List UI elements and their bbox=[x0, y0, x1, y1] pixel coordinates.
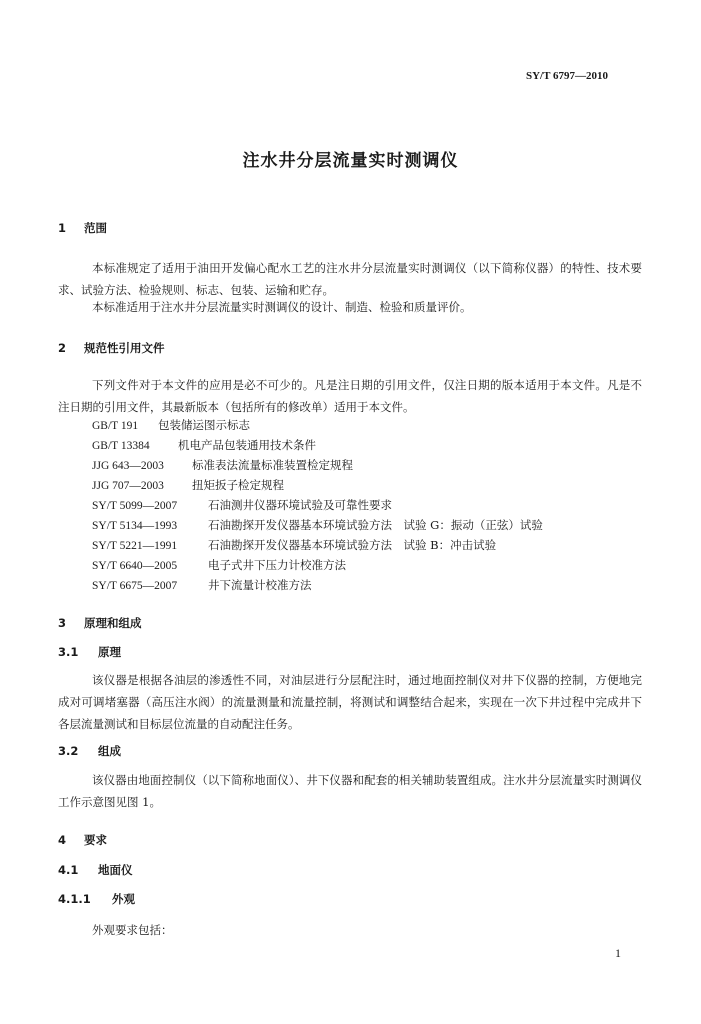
section-3-1-heading bbox=[58, 644, 121, 660]
reference-item bbox=[92, 557, 346, 573]
section-4-1-heading bbox=[58, 862, 133, 878]
section-title: 原理和组成 bbox=[84, 616, 142, 630]
reference-title: 石油测井仪器环境试验及可靠性要求 bbox=[208, 498, 392, 512]
section-title: 要求 bbox=[84, 833, 107, 847]
section-3-2-paragraph: 该仪器由地面控制仪（以下简称地面仪）、井下仪器和配套的相关辅助装置组成。注水井分层流量实时测调仪工作示意图见图 1。 bbox=[58, 773, 642, 809]
standard-code: SY/T 6797—2010 bbox=[526, 70, 609, 82]
section-3-1-paragraph: 该仪器是根据各油层的渗透性不同，对油层进行分层配注时，通过地面控制仪对井下仪器的控制，方便地完成对可调堵塞器（高压注水阀）的流量测量和流量控制，将测试和调整结合起来，实现在一次下井过程中完成井下各层流量测试和目标层位流量的自动配注任务。 bbox=[58, 673, 642, 731]
reference-title: 包装储运图示标志 bbox=[158, 418, 250, 432]
section-title: 外观 bbox=[112, 892, 135, 906]
reference-title: 标准表法流量标准装置检定规程 bbox=[192, 458, 353, 472]
section-1-paragraph-1: 本标准规定了适用于油田开发偏心配水工艺的注水井分层流量实时测调仪（以下简称仪器）的特性、技术要求、试验方法、检验规则、标志、包装、运输和贮存。 bbox=[58, 261, 642, 297]
reference-title: 石油勘探开发仪器基本环境试验方法 试验 B：冲击试验 bbox=[208, 538, 497, 552]
section-3-heading bbox=[58, 615, 142, 631]
section-4-1-1-heading bbox=[58, 891, 135, 907]
reference-code: SY/T 5099—2007 bbox=[92, 500, 178, 512]
reference-item bbox=[92, 417, 250, 433]
section-3-2-heading bbox=[58, 743, 121, 759]
page-number: 1 bbox=[615, 946, 621, 960]
reference-item bbox=[92, 437, 316, 453]
section-2-heading bbox=[58, 340, 165, 356]
reference-code: SY/T 6675—2007 bbox=[92, 580, 178, 592]
reference-title: 扭矩扳子检定规程 bbox=[192, 478, 284, 492]
reference-code: JJG 707—2003 bbox=[92, 480, 164, 492]
reference-title: 机电产品包装通用技术条件 bbox=[178, 438, 316, 452]
reference-item bbox=[92, 577, 312, 593]
reference-item bbox=[92, 537, 496, 553]
reference-item bbox=[92, 517, 543, 533]
section-number: 3.2 bbox=[58, 744, 79, 758]
reference-title: 石油勘探开发仪器基本环境试验方法 试验 G：振动（正弦）试验 bbox=[208, 518, 543, 532]
section-1-paragraph-2: 本标准适用于注水井分层流量实时测调仪的设计、制造、检验和质量评价。 bbox=[92, 300, 472, 314]
section-number: 4.1 bbox=[58, 863, 79, 877]
section-number: 4.1.1 bbox=[58, 892, 91, 906]
section-number: 1 bbox=[58, 221, 67, 235]
reference-title: 电子式井下压力计校准方法 bbox=[208, 558, 346, 572]
document-title: 注水井分层流量实时测调仪 bbox=[242, 151, 459, 171]
section-title: 地面仪 bbox=[98, 863, 133, 877]
section-number: 3 bbox=[58, 616, 67, 630]
section-4-heading bbox=[58, 832, 107, 848]
section-title: 范围 bbox=[84, 221, 107, 235]
reference-code: GB/T 191 bbox=[92, 420, 139, 432]
section-title: 规范性引用文件 bbox=[84, 341, 165, 355]
reference-code: GB/T 13384 bbox=[92, 440, 150, 452]
section-title: 组成 bbox=[98, 744, 121, 758]
reference-item bbox=[92, 477, 284, 493]
reference-code: SY/T 5221—1991 bbox=[92, 540, 178, 552]
reference-code: JJG 643—2003 bbox=[92, 460, 164, 472]
section-2-paragraph-1: 下列文件对于本文件的应用是必不可少的。凡是注日期的引用文件，仅注日期的版本适用于本文件。凡是不注日期的引用文件，其最新版本（包括所有的修改单）适用于本文件。 bbox=[58, 378, 642, 414]
reference-code: SY/T 6640—2005 bbox=[92, 560, 178, 572]
reference-code: SY/T 5134—1993 bbox=[92, 520, 178, 532]
reference-item bbox=[92, 457, 353, 473]
section-number: 2 bbox=[58, 341, 67, 355]
section-title: 原理 bbox=[98, 645, 121, 659]
reference-title: 井下流量计校准方法 bbox=[208, 578, 312, 592]
section-number: 4 bbox=[58, 833, 67, 847]
section-number: 3.1 bbox=[58, 645, 79, 659]
section-4-1-1-paragraph: 外观要求包括： bbox=[92, 923, 173, 937]
section-1-heading bbox=[58, 220, 107, 236]
reference-item bbox=[92, 497, 392, 513]
